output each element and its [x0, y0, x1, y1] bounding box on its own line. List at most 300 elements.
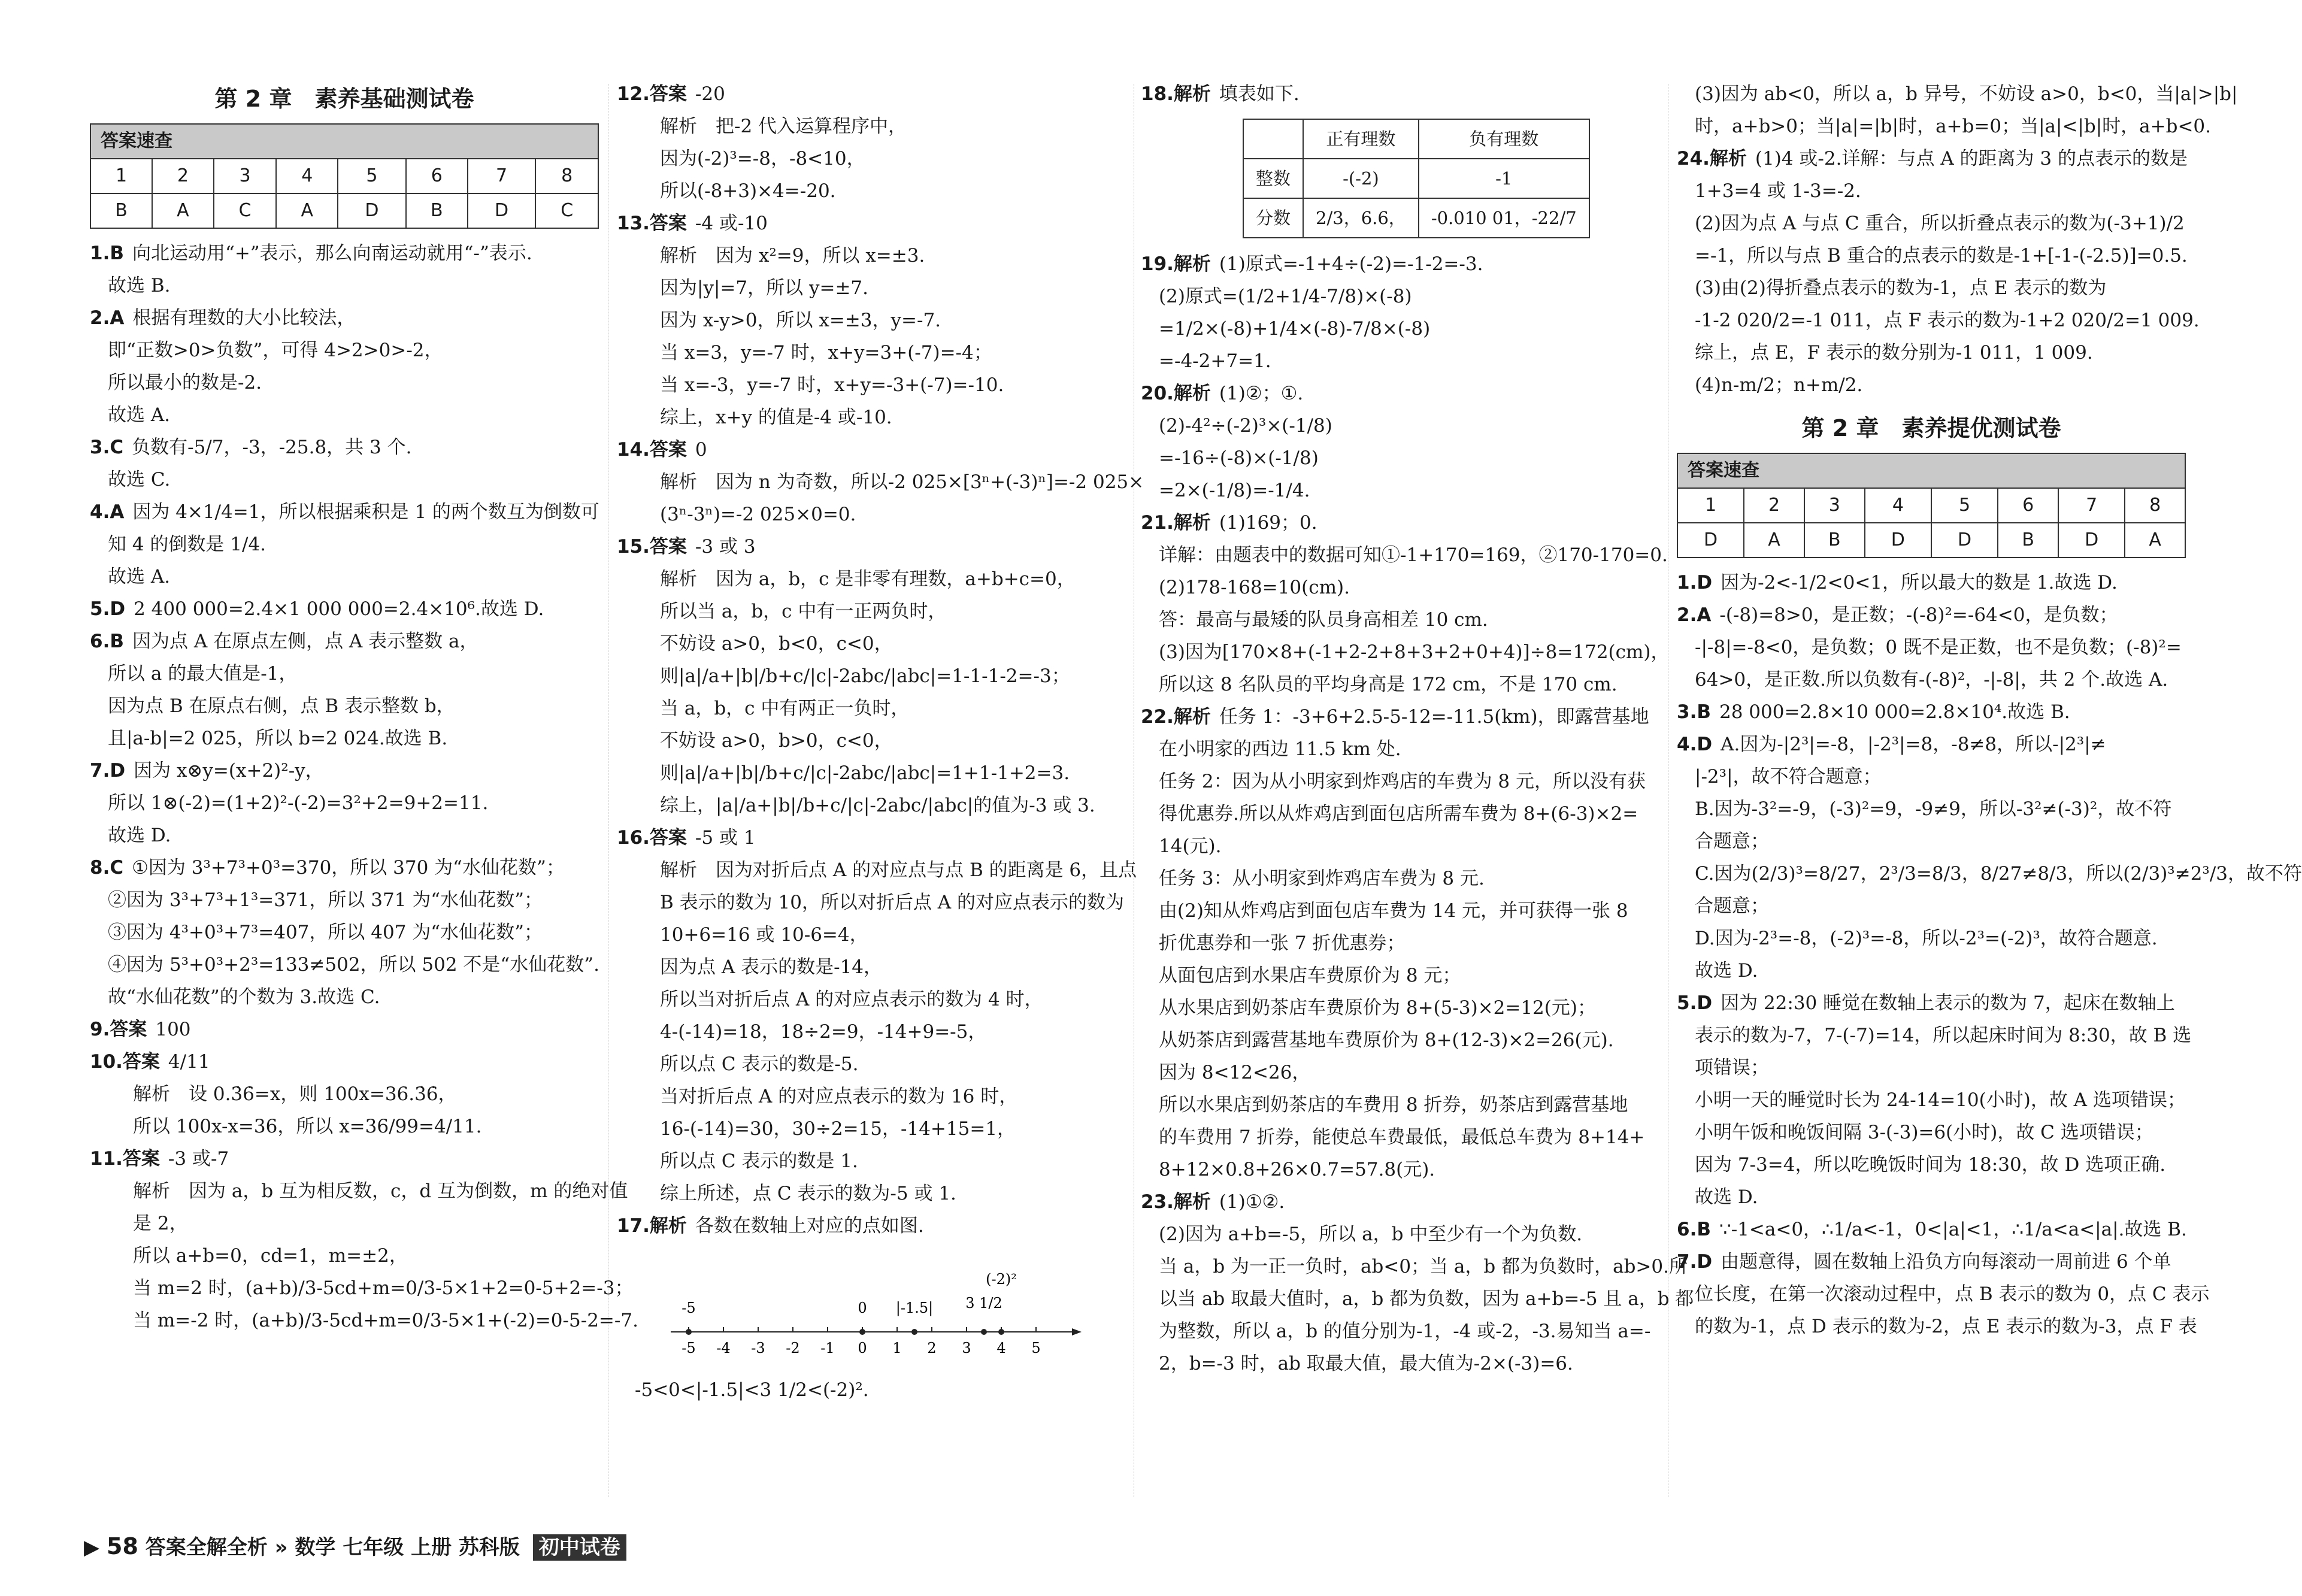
solution-line	[1141, 1218, 1662, 1250]
solution-text: 故选 D.	[108, 825, 171, 846]
solution-text: 项错误；	[1695, 1057, 1769, 1079]
question-number: 18.解析	[1141, 83, 1211, 105]
point-label: |-1.5|	[895, 1300, 934, 1316]
solution-line	[617, 628, 1132, 660]
brand-name: 答案全解全析	[145, 1536, 268, 1559]
solution-line	[1677, 567, 2186, 599]
solution-text: 从奶茶店到露营基地车费原价为 8+(12-3)×2=26(元).	[1159, 1029, 1614, 1051]
answer-cell: A	[2125, 523, 2185, 558]
solution-line	[1141, 539, 1668, 571]
section-title: 第 2 章 素养基础测试卷	[214, 86, 474, 112]
question-number: 3.B	[1677, 701, 1711, 723]
question-number: 16.答案	[617, 827, 687, 849]
solution-line	[617, 919, 1132, 951]
solution-text: 故选 D.	[1695, 960, 1758, 982]
solution-text: 所以最小的数是-2.	[108, 372, 262, 393]
answer-cell: B	[1998, 523, 2058, 558]
solution-line	[617, 1080, 1132, 1113]
question-number: 3.C	[90, 437, 124, 458]
solution-line	[617, 369, 1132, 401]
solution-line	[90, 399, 599, 431]
solution-text: =1/2×(-8)+1/4×(-8)-7/8×(-8)	[1159, 318, 1431, 340]
solution-text: 是 2，	[133, 1213, 188, 1234]
solution-line	[617, 983, 1132, 1016]
solution-line	[1677, 207, 2186, 240]
solution-line	[1141, 1347, 1662, 1380]
solution-line	[1141, 604, 1662, 636]
solution-text: 由(2)知从炸鸡店到面包店车费为 14 元，并可获得一张 8	[1159, 900, 1628, 922]
answer-cell: D	[338, 193, 406, 228]
question-number-cell: 3	[214, 159, 277, 193]
solution-text: 则|a|/a+|b|/b+c/|c|-2abc/|abc|=1+1-1+2=3.	[660, 762, 1070, 784]
solution-text: 的车费用 7 折券，能使总车费最低，最低总车费为 8+14+	[1159, 1126, 1645, 1148]
question-number-cell: 6	[1998, 488, 2058, 523]
solution-line	[1677, 1019, 2192, 1052]
solution-text: 故选 D.	[1695, 1186, 1758, 1208]
question-number-cell: 4	[1865, 488, 1931, 523]
number-point	[686, 1329, 692, 1335]
solution-text: 合题意；	[1695, 831, 1769, 852]
solution-line	[1677, 955, 2186, 987]
solution-text: =-1，所以与点 B 重合的点表示的数是-1+[-1-(-2.5)]=0.5.	[1695, 245, 2188, 266]
solution-text: 故选 A.	[108, 566, 171, 587]
column-4	[1677, 78, 2302, 1343]
solution-line	[617, 660, 1132, 692]
solution-text: 64>0，是正数.所以负数有-(-8)²，-|-8|，共 2 个.故选 A.	[1695, 669, 2168, 691]
solution-line	[90, 1272, 634, 1304]
solution-text: D.因为-2³=-8，(-2)³=-8，所以-2³=(-2)³，故符合题意.	[1695, 928, 2158, 949]
solution-text: (1)①②.	[1219, 1191, 1285, 1213]
solution-line	[1141, 992, 1662, 1024]
tick-label: -2	[786, 1340, 800, 1356]
solution-text: 所以当 a，b，c 中有一正两负时，	[660, 601, 947, 622]
page-footer	[84, 1531, 626, 1560]
number-point	[981, 1329, 987, 1335]
question-number-cell: 4	[276, 159, 338, 193]
solution-text: -5 或 1	[695, 827, 756, 849]
question-number-cell: 7	[468, 159, 536, 193]
solution-line	[90, 1240, 599, 1272]
solution-text: 2，b=-3 时，ab 取最大值，最大值为-2×(-3)=6.	[1159, 1353, 1573, 1374]
question-number: 7.D	[90, 760, 126, 782]
solution-text: 综上，点 E，F 表示的数分别为-1 011，1 009.	[1695, 342, 2093, 364]
solution-line	[1141, 442, 1662, 474]
solution-line	[1141, 959, 1662, 992]
solution-text: 当 x=3，y=-7 时，x+y=3+(-7)=-4；	[660, 342, 992, 364]
solution-line	[90, 367, 599, 399]
solution-text: -1-2 020/2=-1 011，点 F 表示的数为-1+2 020/2=1 009.	[1695, 310, 2200, 331]
solution-text: ∵-1<a<0，∴1/a<-1，0<|a|<1，∴1/a<a<|a|.故选 B.	[1719, 1219, 2187, 1240]
solution-line	[1677, 1310, 2197, 1343]
solution-line	[90, 1046, 599, 1078]
solution-text: 任务 2：因为从小明家到炸鸡店的车费为 8 元，所以没有获	[1159, 771, 1646, 792]
solution-line	[1677, 1116, 2186, 1149]
solution-line	[1141, 345, 1662, 377]
solution-line	[617, 951, 1132, 983]
solution-text: (1)原式=-1+4÷(-2)=-1-2=-3.	[1219, 253, 1483, 275]
question-number-cell: 2	[1744, 488, 1804, 523]
solution-text: 折优惠券和一张 7 折优惠券；	[1159, 932, 1406, 954]
solution-line	[617, 401, 1132, 434]
solution-line	[1677, 337, 2186, 369]
solution-line	[617, 78, 1132, 110]
solution-text: 所以水果店到奶茶店的车费用 8 折券，奶茶店到露营基地	[1159, 1094, 1628, 1116]
solution-line	[1677, 664, 2186, 696]
solution-line	[617, 531, 1132, 563]
number-line-figure	[617, 1242, 1132, 1374]
solution-line	[1141, 636, 1670, 668]
solution-line	[617, 175, 1132, 207]
solution-line	[90, 1304, 638, 1337]
table-header: 负有理数	[1419, 119, 1589, 159]
solution-line	[1677, 1052, 2186, 1084]
solution-line	[617, 789, 1132, 822]
solution-line	[617, 886, 1132, 919]
solution-line	[617, 304, 1132, 337]
number-point	[911, 1329, 917, 1335]
solution-text: 解析 因为 x²=9，所以 x=±3.	[660, 245, 925, 266]
solution-line	[617, 337, 1132, 369]
solutions-list	[1677, 567, 2302, 1343]
solution-line	[90, 1110, 599, 1143]
question-number-cell: 8	[2125, 488, 2185, 523]
solution-text: 4-(-14)=18，18÷2=9，-14+9=-5，	[660, 1021, 987, 1043]
tick-label: 5	[1031, 1340, 1041, 1356]
solution-text: A.因为-|2³|=-8，|-2³|=8，-8≠8，所以-|2³|≠	[1721, 734, 2106, 755]
question-number-cell: 5	[338, 159, 406, 193]
question-number: 5.D	[1677, 992, 1713, 1014]
solution-line	[1141, 571, 1662, 604]
solution-line	[90, 302, 599, 334]
solution-line	[617, 757, 1132, 789]
solution-line	[617, 272, 1132, 304]
solution-text: 因为点 B 在原点右侧，点 B 表示整数 b，	[108, 695, 455, 717]
solution-text: 表示的数为-7，7-(-7)=14，所以起床时间为 8:30，故 B 选	[1695, 1025, 2192, 1046]
question-number: 4.D	[1677, 734, 1713, 755]
question-number-cell: 6	[406, 159, 468, 193]
solution-text: 即“正数>0>负数”，可得 4>2>0>-2，	[108, 340, 443, 361]
solution-text: 所以点 C 表示的数是 1.	[660, 1150, 858, 1172]
solution-text: 不妨设 a>0，b<0，c<0，	[660, 633, 893, 655]
solution-line	[1677, 793, 2186, 825]
solution-line	[1677, 304, 2200, 337]
solution-line	[1141, 765, 1662, 798]
question-number: 19.解析	[1141, 253, 1211, 275]
solution-line	[90, 334, 599, 367]
solution-text: 解析 因为 n 为奇数，所以-2 025×[3ⁿ+(-3)ⁿ]=-2 025×	[660, 471, 1144, 493]
tick-label: 4	[996, 1340, 1006, 1356]
solution-line	[1141, 701, 1662, 733]
solution-text: 解析 因为 a，b 互为相反数，c，d 互为倒数，m 的绝对值	[133, 1180, 628, 1202]
solution-text: 28 000=2.8×10 000=2.8×10⁴.故选 B.	[1719, 701, 2070, 723]
solution-text: 时，a+b>0；当|a|=|b|时，a+b=0；当|a|<|b|时，a+b<0.	[1695, 116, 2212, 137]
solution-line	[90, 1013, 599, 1046]
solution-text: (2)178-168=10(cm).	[1159, 577, 1350, 598]
solution-text: 因为点 A 在原点左侧，点 A 表示整数 a，	[132, 631, 478, 652]
solution-line	[617, 1048, 1132, 1080]
solution-line	[90, 528, 599, 561]
solution-text: -(-8)=8>0，是正数；-(-8)²=-64<0，是负数；	[1719, 604, 2118, 626]
solution-text: 所以这 8 名队员的平均身高是 172 cm，不是 170 cm.	[1159, 674, 1618, 695]
question-number: 12.答案	[617, 83, 687, 105]
solution-text: 所以 a 的最大值是-1，	[108, 663, 298, 685]
solution-text: 当 m=2 时，(a+b)/3-5cd+m=0/3-5×1+2=0-5+2=-3；	[133, 1277, 634, 1299]
solution-line	[617, 434, 1132, 466]
solution-line	[90, 1143, 599, 1175]
solution-line	[90, 593, 599, 625]
question-number: 2.A	[90, 307, 125, 329]
tick-label: 0	[858, 1340, 867, 1356]
solution-line	[1677, 728, 2186, 761]
column-1	[90, 78, 638, 1337]
solution-text: -3 或-7	[168, 1148, 229, 1170]
solution-line	[1141, 507, 1662, 539]
answer-cell: A	[1744, 523, 1804, 558]
solution-line	[617, 498, 1132, 531]
solution-text: 任务 3：从小明家到炸鸡店车费为 8 元.	[1159, 868, 1485, 889]
solution-line	[1677, 175, 2186, 207]
number-line	[617, 1242, 1132, 1374]
solution-line	[617, 822, 1132, 854]
solution-line	[90, 625, 599, 658]
solution-line	[617, 563, 1132, 595]
tick-label: -1	[820, 1340, 835, 1356]
solution-line	[1141, 410, 1662, 442]
solution-text: 为整数，所以 a，b 的值分别为-1，-4 或-2，-3.易知当 a=-	[1159, 1321, 1651, 1342]
solution-text: 解析 因为 a，b，c 是非零有理数，a+b+c=0，	[660, 568, 1076, 590]
solution-line	[90, 690, 599, 722]
table-cell: 2/3，6.6，	[1303, 198, 1419, 238]
solution-line	[617, 143, 1132, 175]
solution-text: B 表示的数为 10，所以对折后点 A 的对应点表示的数为	[660, 892, 1125, 913]
question-number: 10.答案	[90, 1051, 160, 1073]
tick-label: -4	[716, 1340, 731, 1356]
solution-text: =2×(-1/8)=-1/4.	[1159, 480, 1310, 501]
solution-text: 0	[695, 439, 707, 461]
solution-text: =-16÷(-8)×(-1/8)	[1159, 447, 1319, 469]
solution-line	[90, 1175, 628, 1207]
solution-line	[90, 431, 599, 464]
solution-text: 当对折后点 A 的对应点表示的数为 16 时，	[660, 1086, 1018, 1107]
solution-line	[1141, 248, 1662, 280]
solution-text: 10+6=16 或 10-6=4，	[660, 924, 868, 946]
solution-line	[1141, 1283, 1694, 1315]
quick-answer-label: 答案速查	[90, 124, 598, 159]
answer-cell: A	[152, 193, 214, 228]
solution-line	[617, 692, 1132, 725]
solution-text: 解析 设 0.3̇6̇=x，则 100x=36.3̇6̇，	[133, 1083, 457, 1105]
solution-line	[1141, 377, 1662, 410]
table-cell: 整数	[1243, 159, 1303, 198]
question-number: 24.解析	[1677, 148, 1747, 169]
solution-text: 综上，x+y 的值是-4 或-10.	[660, 407, 892, 428]
solution-text: ②因为 3³+7³+1³=371，所以 371 为“水仙花数”；	[108, 889, 543, 911]
solution-text: (3)由(2)得折叠点表示的数为-1，点 E 表示的数为	[1695, 277, 2107, 299]
solution-text: 合题意；	[1695, 895, 1769, 917]
solution-text: 由题意得，圆在数轴上沿负方向每滚动一周前进 6 个单	[1721, 1251, 2171, 1273]
question-number: 22.解析	[1141, 706, 1211, 728]
solution-line	[90, 1078, 599, 1110]
solution-text: -|-8|=-8<0，是负数；0 既不是正数，也不是负数；(-8)²=	[1695, 637, 2182, 658]
chevrons-icon: »	[274, 1536, 288, 1559]
solution-text: 知 4 的倒数是 1/4.	[108, 534, 266, 555]
solution-text: 位长度，在第一次滚动过程中，点 B 表示的数为 0，点 C 表示	[1695, 1283, 2210, 1305]
q17-result: -5<0<|-1.5|<3 1/2<(-2)².	[635, 1379, 869, 1401]
solution-text: 故选 B.	[108, 275, 171, 296]
solution-text: 则|a|/a+|b|/b+c/|c|-2abc/|abc|=1-1-1-2=-3；	[660, 665, 1070, 687]
solution-line	[90, 755, 599, 787]
tick-label: 3	[962, 1340, 971, 1356]
solution-text: C.因为(2/3)³=8/27，2³/3=8/3，8/27≠8/3，所以(2/3)³≠2³/3，故不符	[1695, 863, 2302, 885]
footer-subject: 数学	[295, 1536, 336, 1559]
table-header: 正有理数	[1303, 119, 1419, 159]
question-number-cell: 1	[90, 159, 152, 193]
answer-cell: D	[1865, 523, 1931, 558]
point-label: 3 1/2	[965, 1295, 1002, 1312]
solution-text: 2 400 000=2.4×1 000 000=2.4×10⁶.故选 D.	[134, 598, 544, 620]
question-number: 21.解析	[1141, 512, 1211, 534]
solution-text: 因为|y|=7，所以 y=±7.	[660, 277, 868, 299]
play-icon: ▶	[84, 1536, 100, 1559]
solution-line	[90, 819, 599, 852]
quick-answer-table	[1677, 453, 2186, 558]
solutions-list	[617, 78, 1144, 1242]
solution-line	[1141, 1024, 1662, 1056]
point-label: 0	[858, 1300, 867, 1316]
solution-line	[90, 496, 599, 528]
solution-text: 以当 ab 取最大值时，a，b 都为负数，因为 a+b=-5 且 a，b 都	[1159, 1288, 1694, 1310]
solution-line	[90, 884, 599, 916]
question-number: 2.A	[1677, 604, 1712, 626]
question-number: 20.解析	[1141, 383, 1211, 404]
solution-text: 因为 8<12<26，	[1159, 1062, 1311, 1083]
question-number-cell: 1	[1677, 488, 1744, 523]
solution-line	[1677, 858, 2302, 890]
solution-text: (1)169；0.	[1219, 512, 1317, 534]
solution-line	[1677, 78, 2238, 110]
solution-text: (2)-4²÷(-2)³×(-1/8)	[1159, 415, 1332, 437]
solutions-list	[1677, 78, 2238, 401]
answer-cell: D	[1677, 523, 1744, 558]
solution-line	[617, 1016, 1132, 1048]
solution-text: 所以当对折后点 A 的对应点表示的数为 4 时，	[660, 989, 1043, 1010]
solution-text: ①因为 3³+7³+0³=370，所以 370 为“水仙花数”；	[132, 857, 565, 879]
solution-line	[617, 240, 1132, 272]
number-point	[859, 1329, 865, 1335]
footer-grade: 七年级	[343, 1536, 404, 1559]
question-number: 9.答案	[90, 1019, 147, 1040]
question-number: 6.B	[90, 631, 124, 652]
solution-text: 根据有理数的大小比较法，	[132, 307, 356, 329]
solution-line	[1141, 1250, 1688, 1283]
solution-text: ④因为 5³+0³+2³=133≠502，所以 502 不是“水仙花数”.	[108, 954, 599, 976]
quick-answer-label: 答案速查	[1677, 453, 2185, 488]
solution-line	[90, 852, 599, 884]
solution-text: 因为 4×1/4=1，所以根据乘积是 1 的两个数互为倒数可	[132, 501, 599, 523]
question-number: 6.B	[1677, 1219, 1711, 1240]
solution-text: 故“水仙花数”的个数为 3.故选 C.	[108, 986, 380, 1008]
solution-text: 4/11	[168, 1051, 210, 1073]
solution-line	[1677, 987, 2186, 1019]
question-number-cell: 3	[1804, 488, 1865, 523]
solution-line	[1677, 825, 2186, 858]
solution-line	[1677, 890, 2186, 922]
solution-text: 综上所述，点 C 表示的数为-5 或 1.	[660, 1183, 956, 1204]
solution-line	[1677, 110, 2212, 143]
solution-line	[1677, 1181, 2186, 1213]
solution-line	[1677, 1213, 2186, 1246]
solution-line	[617, 1177, 1132, 1210]
question-number-cell: 8	[535, 159, 598, 193]
solution-text: 的数为-1，点 D 表示的数为-2，点 E 表示的数为-3，点 F 表	[1695, 1316, 2197, 1337]
table-cell: -(-2)	[1303, 159, 1419, 198]
question-number: 1.D	[1677, 572, 1713, 593]
solution-line	[617, 1145, 1132, 1177]
solution-line	[90, 916, 599, 949]
solution-line	[1677, 1084, 2186, 1116]
solution-line	[617, 595, 1132, 628]
solution-line	[1141, 474, 1662, 507]
section-title: 第 2 章 素养提优测试卷	[1801, 415, 2061, 441]
solution-line	[617, 110, 1132, 143]
footer-badge: 初中试卷	[533, 1534, 626, 1561]
solution-text: B.因为-3²=-9，(-3)²=9，-9≠9，所以-3²≠(-3)²，故不符	[1695, 798, 2172, 820]
tick-label: -3	[751, 1340, 765, 1356]
solution-text: 所以 100x-x=36，所以 x=36/99=4/11.	[133, 1116, 482, 1137]
solution-line	[1141, 862, 1662, 895]
question-number: 4.A	[90, 501, 125, 523]
solution-line	[1677, 369, 2186, 401]
solution-text: 从水果店到奶茶店车费原价为 8+(5-3)×2=12(元)；	[1159, 997, 1596, 1019]
solution-line	[1141, 1186, 1662, 1218]
solution-line	[90, 722, 599, 755]
answer-cell: B	[90, 193, 152, 228]
solution-text: 因为 x⊗y=(x+2)²-y，	[134, 760, 324, 782]
solution-text: 100	[155, 1019, 191, 1040]
solution-line	[1141, 78, 1662, 110]
solution-line	[90, 1207, 599, 1240]
solution-text: 任务 1：-3+6+2.5-5-12=-11.5(km)，即露营基地	[1219, 706, 1649, 728]
solution-line	[1677, 272, 2186, 304]
solution-text: -20	[695, 83, 725, 105]
solution-text: 当 x=-3，y=-7 时，x+y=-3+(-7)=-10.	[660, 374, 1004, 396]
solution-text: 因为-2<-1/2<0<1，所以最大的数是 1.故选 D.	[1721, 572, 2118, 593]
answer-cell: D	[2058, 523, 2125, 558]
solution-line	[1677, 599, 2186, 631]
tick-label: 1	[892, 1340, 902, 1356]
answer-cell: B	[1804, 523, 1865, 558]
solution-line	[1677, 631, 2186, 664]
solution-line	[1677, 922, 2186, 955]
solution-line	[1677, 1149, 2186, 1181]
solution-line	[90, 981, 599, 1013]
solution-text: 因为 x-y>0，所以 x=±3，y=-7.	[660, 310, 941, 331]
table-header	[1243, 119, 1303, 159]
solution-text: 因为 22:30 睡觉在数轴上表示的数为 7，起床在数轴上	[1721, 992, 2175, 1014]
solution-line	[617, 725, 1132, 757]
solution-line	[90, 658, 599, 690]
point-label: (-2)²	[986, 1271, 1017, 1288]
classification-table	[1243, 119, 1590, 238]
solution-text: 当 m=-2 时，(a+b)/3-5cd+m=0/3-5×1+(-2)=0-5-2=-7.	[133, 1310, 638, 1331]
question-number: 13.答案	[617, 213, 687, 234]
solution-text: 因为(-2)³=-8，-8<10，	[660, 148, 865, 169]
solution-text: (2)原式=(1/2+1/4-7/8)×(-8)	[1159, 286, 1412, 307]
solution-line	[1141, 830, 1662, 862]
solution-line	[1141, 798, 1662, 830]
solutions-list	[1141, 78, 1662, 110]
number-point	[998, 1329, 1004, 1335]
